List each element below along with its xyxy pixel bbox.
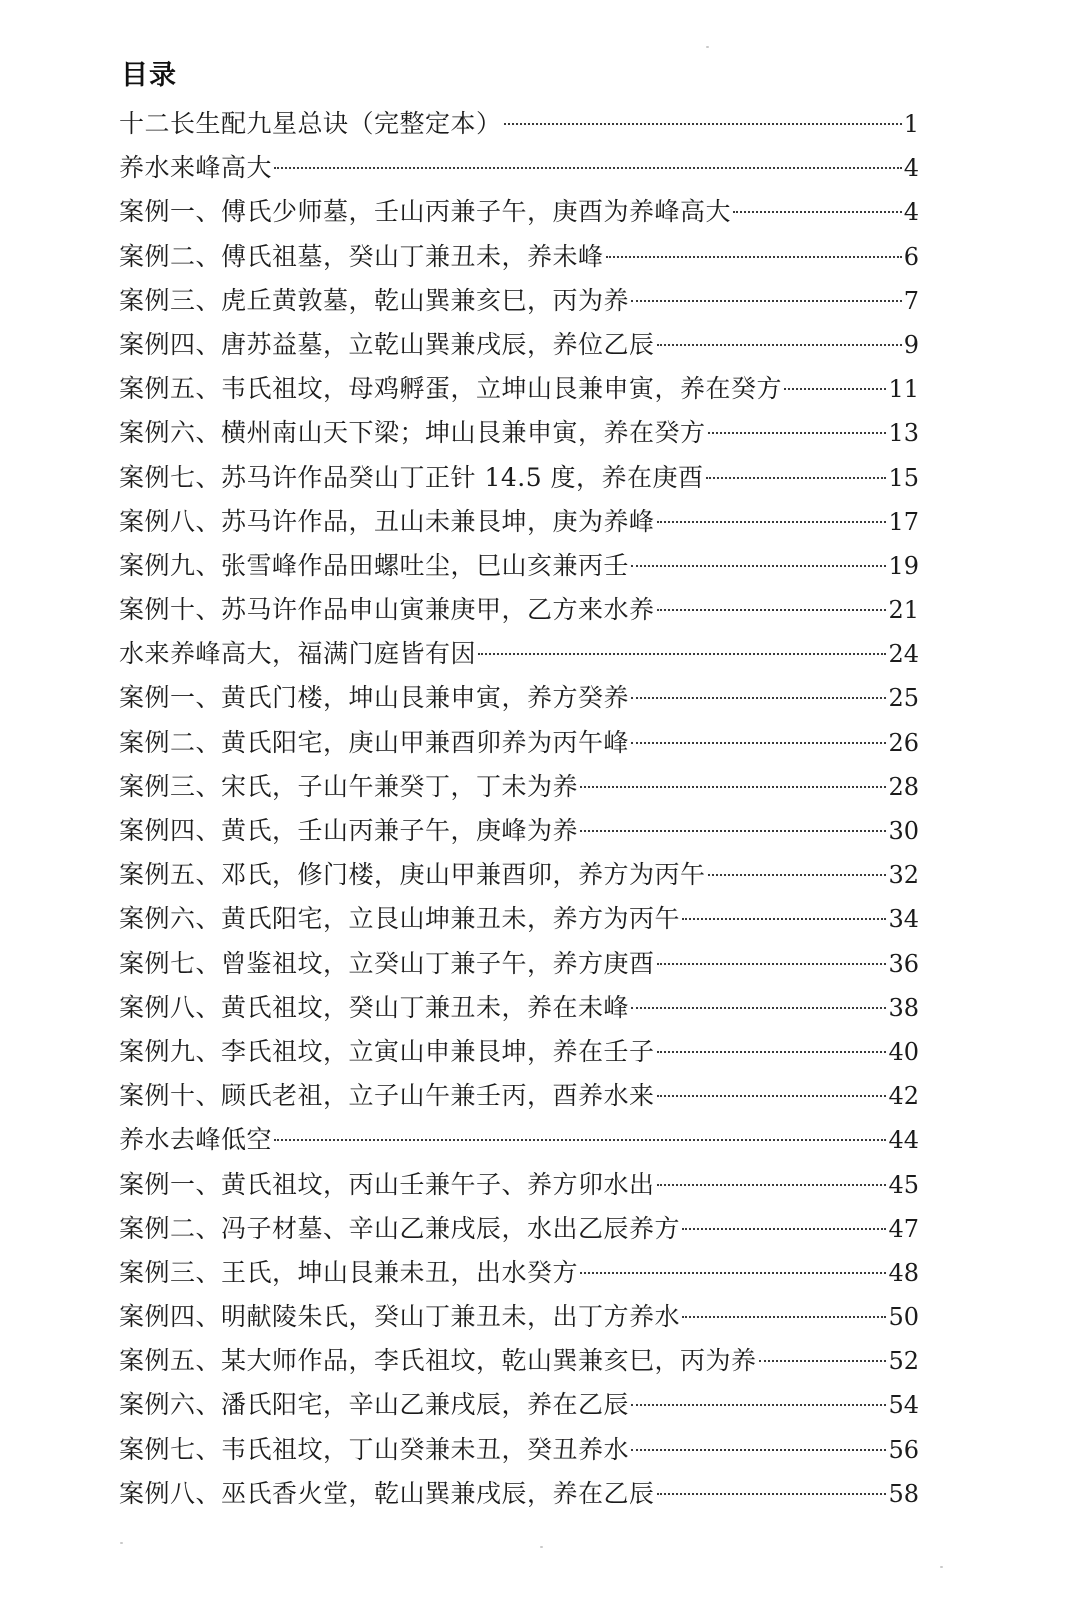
toc-entry	[119, 500, 919, 544]
toc-page-number: 50	[888, 1303, 919, 1332]
toc-entry-title: 案例六、潘氏阳宅，辛山乙兼戌辰，养在乙辰	[119, 1390, 630, 1420]
toc-entry-title: 案例三、虎丘黄敦墓，乾山巽兼亥巳，丙为养	[119, 285, 630, 315]
toc-entry-title: 案例二、傅氏祖墓，癸山丁兼丑未，养未峰	[119, 241, 604, 271]
toc-entry	[119, 1074, 919, 1118]
toc-dot-leader	[733, 211, 902, 213]
toc-page-number: 47	[888, 1214, 919, 1243]
toc-entry	[119, 190, 919, 234]
toc-dot-leader	[706, 477, 887, 479]
toc-dot-leader	[631, 697, 886, 699]
toc-entry	[119, 809, 919, 853]
toc-entry	[119, 1472, 919, 1516]
toc-page-number: 17	[888, 507, 919, 536]
toc-dot-leader	[631, 1404, 886, 1406]
toc-dot-leader	[274, 167, 902, 169]
toc-page-number: 52	[888, 1347, 919, 1376]
toc-page-number: 32	[888, 861, 919, 890]
toc-entry-title: 案例七、韦氏祖坟，丁山癸兼未丑，癸丑养水	[119, 1434, 630, 1464]
toc-heading: 目录	[121, 60, 177, 91]
toc-page-number: 21	[888, 596, 919, 625]
toc-page-number: 25	[888, 684, 919, 713]
toc-page-number: 26	[888, 728, 919, 757]
paper-speck	[120, 1542, 123, 1544]
toc-page-number: 45	[888, 1170, 919, 1199]
toc-entry	[119, 102, 919, 146]
toc-entry-title: 案例五、某大师作品，李氏祖坟，乾山巽兼亥巳，丙为养	[119, 1346, 757, 1376]
toc-entry	[119, 765, 919, 809]
toc-dot-leader	[682, 1228, 886, 1230]
toc-dot-leader	[682, 918, 886, 920]
toc-entry	[119, 1251, 919, 1295]
toc-dot-leader	[657, 609, 887, 611]
toc-entry	[119, 942, 919, 986]
toc-entry-title: 案例九、张雪峰作品田螺吐尘，巳山亥兼丙壬	[119, 550, 630, 580]
toc-entry	[119, 1339, 919, 1383]
toc-page-number: 4	[903, 154, 919, 183]
toc-entry-title: 案例八、黄氏祖坟，癸山丁兼丑未，养在未峰	[119, 992, 630, 1022]
toc-page-number: 13	[888, 419, 919, 448]
toc-dot-leader	[657, 344, 902, 346]
toc-dot-leader	[657, 521, 887, 523]
toc-dot-leader	[631, 565, 886, 567]
toc-entry	[119, 1207, 919, 1251]
toc-entry-title: 案例二、冯子材墓、辛山乙兼戌辰，水出乙辰养方	[119, 1213, 681, 1243]
toc-dot-leader	[606, 256, 902, 258]
toc-dot-leader	[682, 1316, 886, 1318]
toc-entry	[119, 897, 919, 941]
toc-dot-leader	[657, 1051, 887, 1053]
toc-dot-leader	[580, 1272, 886, 1274]
toc-page-number: 24	[888, 640, 919, 669]
toc-entry-title: 案例八、巫氏香火堂，乾山巽兼戌辰，养在乙辰	[119, 1478, 655, 1508]
toc-page-number: 19	[888, 551, 919, 580]
toc-dot-leader	[274, 1139, 886, 1141]
toc-entry	[119, 986, 919, 1030]
table-of-contents	[119, 102, 919, 1516]
toc-page-number: 11	[888, 375, 919, 404]
toc-dot-leader	[759, 1360, 887, 1362]
toc-entry	[119, 676, 919, 720]
toc-entry	[119, 1030, 919, 1074]
toc-entry-title: 水来养峰高大，福满门庭皆有因	[119, 639, 477, 669]
toc-entry-title: 养水来峰高大	[119, 153, 273, 183]
toc-entry	[119, 1383, 919, 1427]
toc-entry-title: 案例四、明献陵朱氏，癸山丁兼丑未，出丁方养水	[119, 1302, 681, 1332]
paper-speck	[540, 1546, 543, 1548]
toc-page-number: 34	[888, 905, 919, 934]
toc-dot-leader	[631, 742, 886, 744]
toc-entry	[119, 235, 919, 279]
toc-page-number: 7	[903, 286, 919, 315]
toc-page-number: 28	[888, 772, 919, 801]
toc-dot-leader	[631, 1449, 886, 1451]
toc-page-number: 54	[888, 1391, 919, 1420]
toc-entry-title: 养水去峰低空	[119, 1125, 273, 1155]
toc-entry-title: 案例七、苏马许作品癸山丁正针 14.5 度，养在庚酉	[119, 462, 704, 492]
toc-entry-title: 案例一、傅氏少师墓，壬山丙兼子午，庚酉为养峰高大	[119, 197, 732, 227]
toc-dot-leader	[708, 874, 887, 876]
toc-page-number: 38	[888, 993, 919, 1022]
toc-entry	[119, 279, 919, 323]
toc-dot-leader	[631, 1007, 886, 1009]
toc-entry	[119, 853, 919, 897]
toc-page-number: 44	[888, 1126, 919, 1155]
toc-page-number: 30	[888, 817, 919, 845]
toc-entry-title: 案例六、横州南山天下梁；坤山艮兼申寅，养在癸方	[119, 418, 706, 448]
toc-entry-title: 案例五、邓氏，修门楼，庚山甲兼酉卯，养方为丙午	[119, 860, 706, 890]
toc-dot-leader	[478, 653, 886, 655]
paper-speck	[706, 46, 709, 48]
toc-entry-title: 案例三、王氏，坤山艮兼未丑，出水癸方	[119, 1257, 579, 1287]
toc-dot-leader	[657, 1493, 887, 1495]
toc-entry	[119, 146, 919, 190]
toc-entry-title: 案例四、唐苏益墓，立乾山巽兼戌辰，养位乙辰	[119, 329, 655, 359]
toc-entry-title: 案例二、黄氏阳宅，庚山甲兼酉卯养为丙午峰	[119, 727, 630, 757]
toc-entry	[119, 721, 919, 765]
toc-entry	[119, 411, 919, 455]
toc-entry-title: 案例四、黄氏，壬山丙兼子午，庚峰为养	[119, 816, 579, 845]
toc-dot-leader	[657, 1095, 887, 1097]
toc-page-number: 9	[903, 330, 919, 359]
toc-entry	[119, 323, 919, 367]
toc-page-number: 42	[888, 1082, 919, 1111]
toc-page-number: 58	[888, 1479, 919, 1508]
toc-entry	[119, 1118, 919, 1162]
toc-entry-title: 十二长生配九星总诀（完整定本）	[119, 109, 502, 138]
toc-dot-leader	[708, 432, 887, 434]
toc-entry-title: 案例十、顾氏老祖，立子山午兼壬丙，酉养水来	[119, 1081, 655, 1111]
toc-entry	[119, 1163, 919, 1207]
paper-speck	[940, 1566, 943, 1568]
toc-dot-leader	[580, 786, 886, 788]
toc-entry-title: 案例三、宋氏，子山午兼癸丁，丁未为养	[119, 771, 579, 801]
toc-dot-leader	[657, 1184, 887, 1186]
toc-page-number: 15	[888, 463, 919, 492]
toc-entry-title: 案例六、黄氏阳宅，立艮山坤兼丑未，养方为丙午	[119, 904, 681, 934]
toc-entry	[119, 1295, 919, 1339]
toc-entry-title: 案例一、黄氏祖坟，丙山壬兼午子、养方卯水出	[119, 1169, 655, 1199]
toc-entry-title: 案例九、李氏祖坟，立寅山申兼艮坤，养在壬子	[119, 1036, 655, 1066]
toc-dot-leader	[631, 300, 902, 302]
toc-page-number: 36	[888, 949, 919, 978]
toc-dot-leader	[784, 388, 886, 390]
toc-page-number: 6	[903, 242, 919, 271]
toc-page-number: 1	[903, 110, 919, 138]
toc-entry	[119, 456, 919, 500]
toc-page-number: 48	[888, 1258, 919, 1287]
toc-entry	[119, 632, 919, 676]
toc-entry	[119, 1428, 919, 1472]
toc-dot-leader	[580, 830, 886, 832]
toc-entry	[119, 544, 919, 588]
toc-dot-leader	[657, 963, 887, 965]
toc-entry	[119, 367, 919, 411]
toc-page-number: 40	[888, 1037, 919, 1066]
toc-entry-title: 案例五、韦氏祖坟，母鸡孵蛋，立坤山艮兼申寅，养在癸方	[119, 374, 783, 404]
toc-entry-title: 案例十、苏马许作品申山寅兼庚甲，乙方来水养	[119, 595, 655, 625]
toc-page-number: 4	[903, 198, 919, 227]
toc-dot-leader	[504, 123, 902, 125]
toc-entry-title: 案例八、苏马许作品，丑山未兼艮坤，庚为养峰	[119, 506, 655, 536]
toc-page-number: 56	[888, 1435, 919, 1464]
toc-entry	[119, 588, 919, 632]
toc-entry-title: 案例七、曾鉴祖坟，立癸山丁兼子午，养方庚酉	[119, 948, 655, 978]
toc-entry-title: 案例一、黄氏门楼，坤山艮兼申寅，养方癸养	[119, 683, 630, 713]
